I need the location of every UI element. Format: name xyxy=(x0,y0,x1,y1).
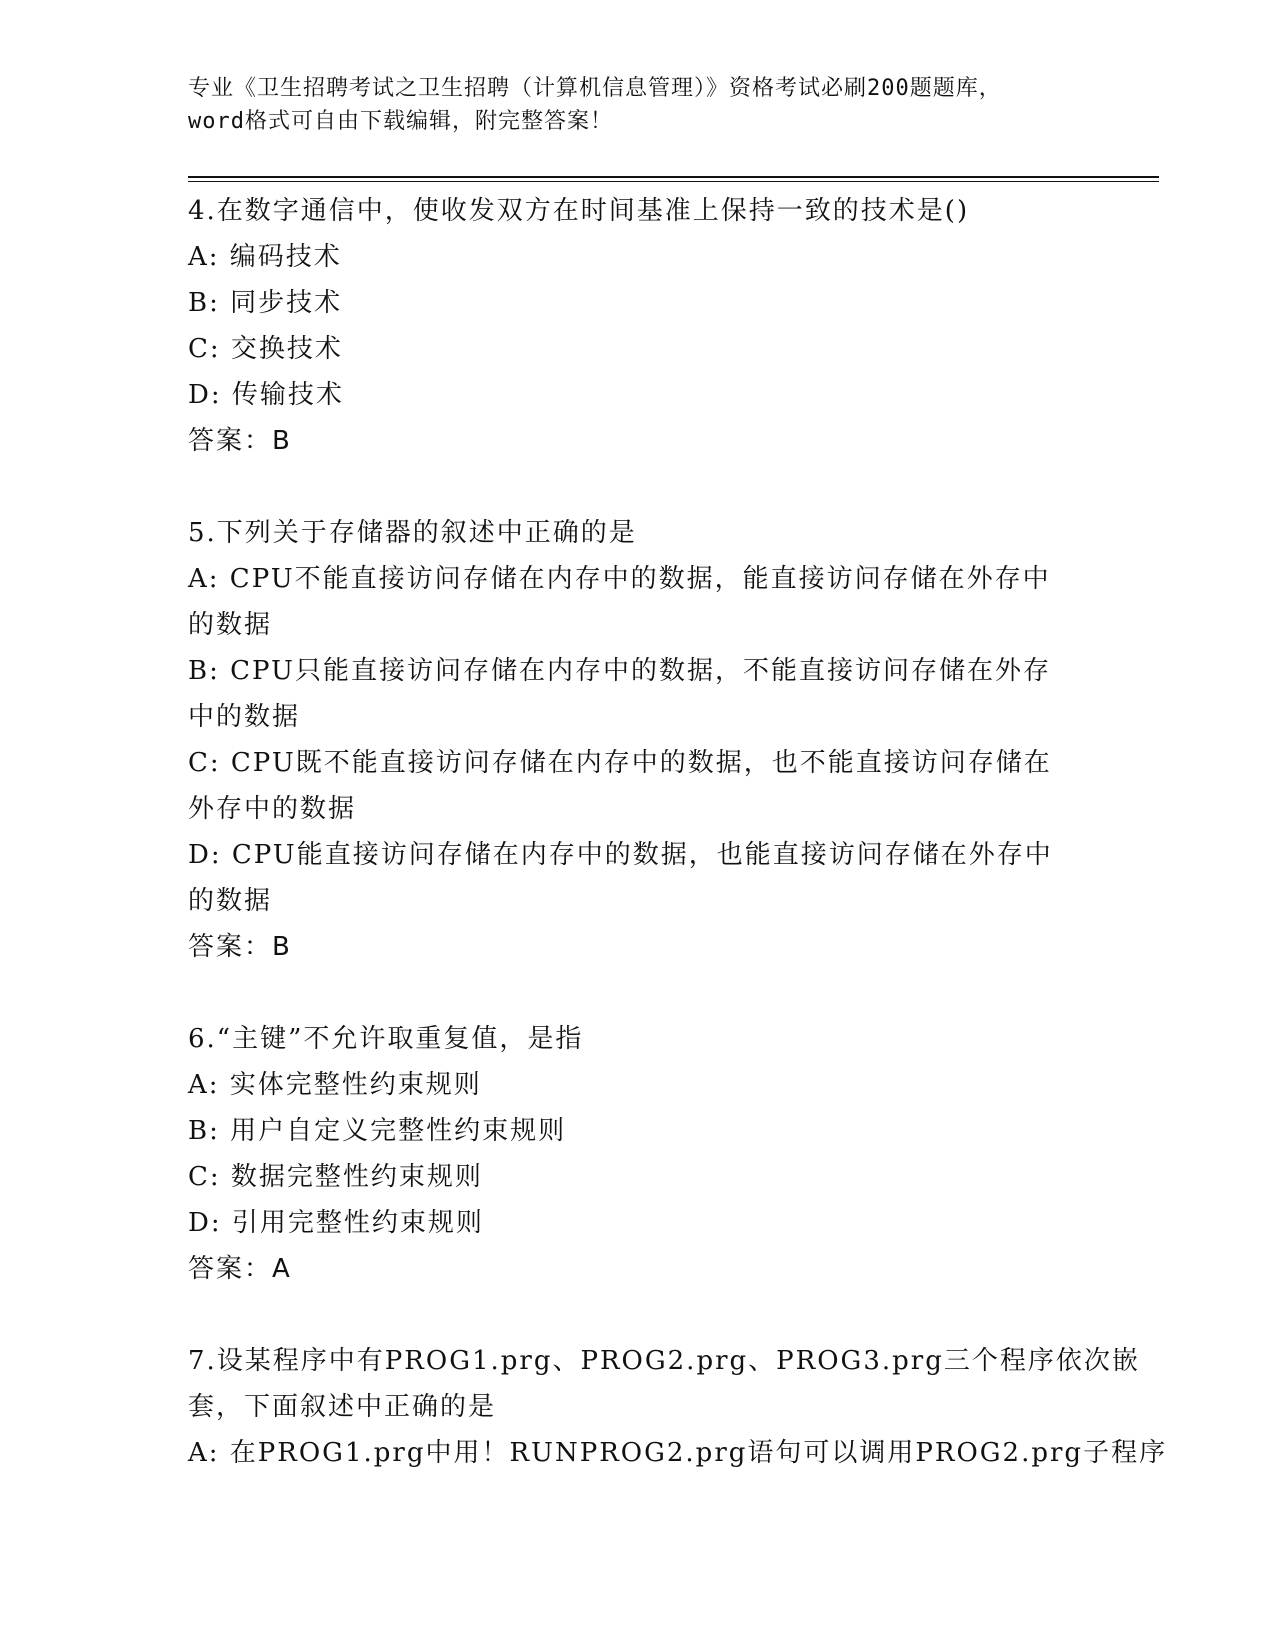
question-block xyxy=(188,510,1088,1016)
question-stem: 6.“主键”不允许取重复值，是指 xyxy=(188,1024,584,1054)
question-block xyxy=(188,188,1088,510)
answer-option: A: 编码技术 xyxy=(188,242,342,272)
answer-option: B: CPU只能直接访问存储在内存中的数据，不能直接访问存储在外存 xyxy=(188,656,1051,686)
answer-option: 的数据 xyxy=(188,886,273,916)
question-list xyxy=(188,188,1168,1476)
question-spacer xyxy=(188,464,1088,510)
header-line-2: word格式可自由下载编辑，附完整答案！ xyxy=(188,109,613,134)
question-block xyxy=(188,1016,1088,1338)
question-stem: 5.下列关于存储器的叙述中正确的是 xyxy=(188,518,637,548)
document-header xyxy=(188,72,1088,138)
answer-option: C: CPU既不能直接访问存储在内存中的数据，也不能直接访问存储在 xyxy=(188,748,1052,778)
question-stem: 7.设某程序中有PROG1.prg、PROG2.prg、PROG3.prg三个程序依次嵌 xyxy=(188,1346,1140,1376)
answer-key: 答案：B xyxy=(188,932,292,962)
header-line-1: 专业《卫生招聘考试之卫生招聘（计算机信息管理）》资格考试必刷200题题库， xyxy=(188,76,1002,101)
answer-option: A: CPU不能直接访问存储在内存中的数据，能直接访问存储在外存中 xyxy=(188,564,1051,594)
answer-key: 答案：A xyxy=(188,1254,292,1284)
answer-option: C: 交换技术 xyxy=(188,334,343,364)
answer-option: D: 引用完整性约束规则 xyxy=(188,1208,484,1238)
header-divider-thick xyxy=(188,176,1159,178)
header-divider-thin xyxy=(188,181,1159,182)
answer-option: B: 同步技术 xyxy=(188,288,343,318)
answer-option: 的数据 xyxy=(188,610,273,640)
answer-option: D: 传输技术 xyxy=(188,380,344,410)
answer-option: 外存中的数据 xyxy=(188,794,357,824)
question-stem: 套，下面叙述中正确的是 xyxy=(188,1392,497,1422)
question-spacer xyxy=(188,970,1088,1016)
answer-option: B: 用户自定义完整性约束规则 xyxy=(188,1116,567,1146)
question-spacer xyxy=(188,1292,1088,1338)
question-block xyxy=(188,1338,1168,1476)
answer-option: C: 数据完整性约束规则 xyxy=(188,1162,483,1192)
answer-key: 答案：B xyxy=(188,426,292,456)
answer-option: D: CPU能直接访问存储在内存中的数据，也能直接访问存储在外存中 xyxy=(188,840,1053,870)
question-stem: 4.在数字通信中，使收发双方在时间基准上保持一致的技术是() xyxy=(188,196,970,226)
answer-option: A: 实体完整性约束规则 xyxy=(188,1070,482,1100)
answer-option: 中的数据 xyxy=(188,702,301,732)
answer-option: A: 在PROG1.prg中用！RUNPROG2.prg语句可以调用PROG2.prg子程序 xyxy=(188,1438,1168,1468)
